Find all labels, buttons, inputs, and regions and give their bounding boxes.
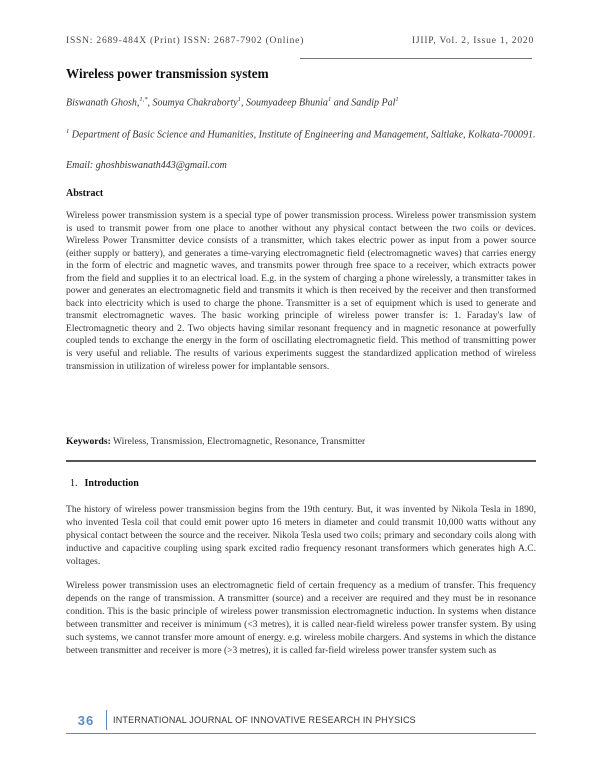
abstract-heading: Abstract: [66, 188, 104, 199]
keywords-text: Wireless, Transmission, Electromagnetic, Resonance, Transmitter: [110, 436, 366, 447]
author-affil-mark: 1: [237, 96, 241, 103]
running-header: [66, 36, 534, 46]
affiliation-mark: 1: [66, 128, 70, 135]
introduction-heading: [70, 478, 139, 489]
keywords: [66, 436, 536, 447]
header-rule: [300, 58, 532, 59]
section-title: Introduction: [84, 478, 139, 489]
page-number: 36: [77, 712, 95, 728]
author-name: Biswanath Ghosh,: [66, 97, 140, 109]
paper-title: Wireless power transmission system: [66, 66, 269, 81]
author-affil-mark: 1: [395, 96, 399, 103]
footer-rule: [66, 733, 536, 734]
author-affil-mark: 1: [327, 96, 332, 103]
affiliation: [66, 124, 536, 142]
footer-divider: [106, 710, 107, 730]
author-name: , Soumyadeep Bhunia: [241, 97, 328, 109]
intro-paragraph-2: Wireless power transmission uses an electromagnetic field of certain frequency as a medium of transfer. This frequency depends on the range of transmission. A transmitter (source) and a receiver are required and they must be in resonance condition. This is the basic principle of wireless power transmission electromagnetic induction. In systems when distance between transmitter and receiver is minimum (<3 metres), it is called near-field wireless power transfer system. By using such systems, we cannot transfer more amount of energy. e.g. wireless mobile chargers. And systems in which the distance between transmitter and receiver is more (>3 metres), it is called far-field wireless power transfer system such as: [66, 580, 536, 656]
author-affil-mark: 1,*: [139, 96, 148, 103]
author-name: , Soumya Chakraborty: [147, 97, 238, 109]
footer-journal-name: INTERNATIONAL JOURNAL OF INNOVATIVE RESEARCH IN PHYSICS: [113, 715, 416, 725]
email-address[interactable]: Email: ghoshbiswanath443@gmail.com: [66, 160, 227, 171]
issn-text: ISSN: 2689-484X (Print) ISSN: 2687-7902 (Online): [66, 36, 305, 46]
abstract-text: Wireless power transmission system is a special type of power transmission process. Wireless power transmission system is used to transmit power from one place to another without any physical contact between the two coils or devices. Wireless Power Transmitter device consists of a transmitter, which takes electric power as input from a power source (either supply or battery), and generates a time-varying electromagnetic field (electromagnetic waves) that carries energy in the form of electric and magnetic waves, and transmits power through free space to a receiver, which extracts power from the field and supplies it to an electrical load. E.g. in the system of charging a phone wirelessly, a transmitter takes in power and generates an electromagnetic field and transmits it which is then received by the receiver and then transformed back into electricity which is used to charge the phone. Transmitter is a set of equipment which is used to generate and transmit electromagnetic waves. The basic working principle of wireless power transfer is: 1. Faraday's law of Electromagnetic theory and 2. Two objects having similar resonant frequency and in magnetic resonance at powerfully coupled tends to exchange the energy in the form of oscillating electromagnetic field. This method of transmitting power is very useful and reliable. The results of various experiments suggest the standardized application method of wireless transmission in utilization of wireless power for implantable sensors.: [66, 210, 536, 372]
section-divider: [66, 460, 536, 462]
keywords-label: Keywords:: [66, 436, 111, 447]
affiliation-text: Department of Basic Science and Humanities, Institute of Engineering and Management, Saltlake, Kolkata-700091.: [69, 129, 536, 141]
author-name: and Sandip Pal: [331, 97, 396, 109]
intro-paragraph-1: The history of wireless power transmission begins from the 19th century. But, it was invented by Nikola Tesla in 1890, who invented Tesla coil that could emit power upto 16 meters in diameter and could transmit 10,000 watts without any physical contact between the source and the receiver. Nikola Tesla used two coils; primary and secondary coils along with inductive and capacitive coupling using spark excited radio frequency resonant transformers which generates high A.C. voltages.: [66, 504, 536, 567]
author-list: [66, 96, 536, 108]
page-footer: [66, 710, 536, 730]
section-number: 1.: [70, 478, 78, 489]
journal-issue-text: IJIIP, Vol. 2, Issue 1, 2020: [411, 36, 534, 46]
